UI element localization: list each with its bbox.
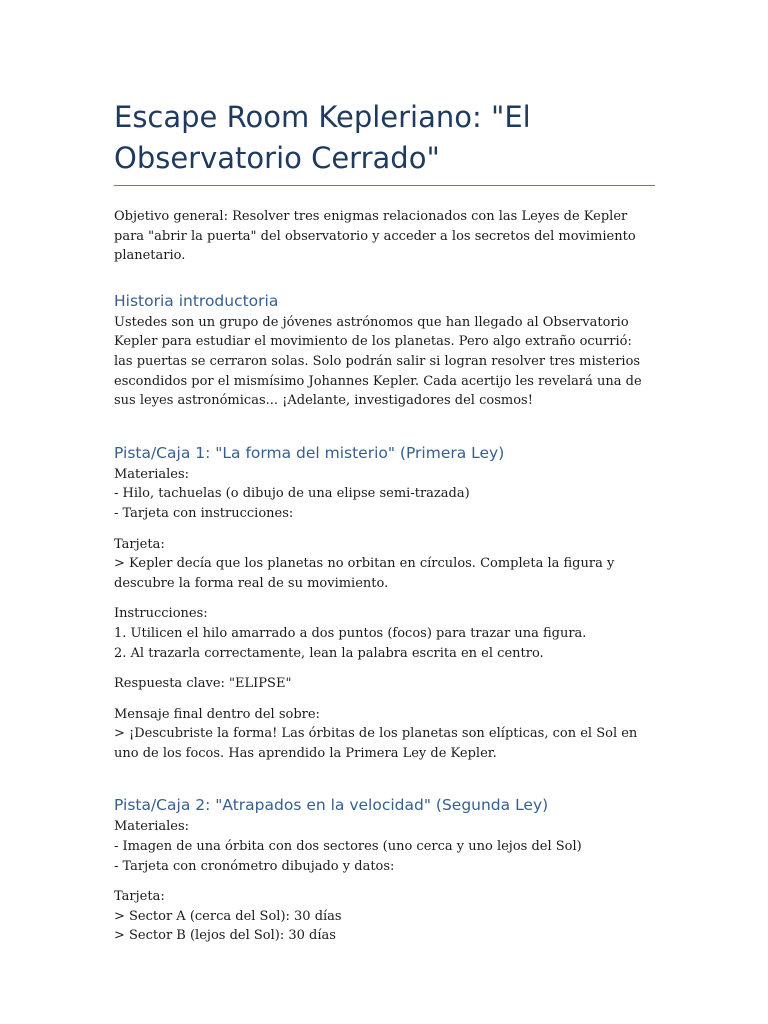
caja1-mensaje: Mensaje final dentro del sobre: > ¡Descubriste la forma! Las órbitas de los planetas son elípticas, con el Sol en uno de los focos. Has aprendido la Primera Ley de Kepler.: [114, 706, 638, 761]
historia-heading: Historia introductoria: [114, 291, 279, 310]
caja1-heading: Pista/Caja 1: "La forma del misterio" (Primera Ley): [114, 443, 505, 462]
historia-paragraph: Ustedes son un grupo de jóvenes astrónomos que han llegado al Observatorio Kepler para estudiar el movimiento de los planetas. Pero algo extraño ocurrió: las puertas se cerraron solas. Solo podrán salir si logran resolver tres misterios escondidos por el mismísimo Johannes Kepler. Cada acertijo les revelará una de sus leyes astronómicas... ¡Adelante, investigadores del cosmos!: [114, 314, 642, 409]
caja2-tarjeta: Tarjeta: > Sector A (cerca del Sol): 30 días > Sector B (lejos del Sol): 30 días: [114, 889, 342, 944]
caja2-heading: Pista/Caja 2: "Atrapados en la velocidad" (Segunda Ley): [114, 796, 549, 815]
document-title: Escape Room Kepleriano: "El Observatorio Cerrado": [114, 97, 655, 186]
caja2-materiales: Materiales: - Imagen de una órbita con dos sectores (uno cerca y uno lejos del Sol) - Tarjeta con cronómetro dibujado y datos:: [114, 819, 582, 874]
caja1-respuesta: Respuesta clave: "ELIPSE": [114, 676, 292, 692]
caja1-materiales: Materiales: - Hilo, tachuelas (o dibujo de una elipse semi-trazada) - Tarjeta con instrucciones:: [114, 466, 470, 521]
caja1-tarjeta: Tarjeta: > Kepler decía que los planetas no orbitan en círculos. Completa la figura y descubre la forma real de su movimiento.: [114, 536, 615, 591]
objective-paragraph: Objetivo general: Resolver tres enigmas relacionados con las Leyes de Kepler para "abrir la puerta" del observatorio y acceder a los secretos del movimiento planetario.: [114, 209, 636, 264]
caja1-instrucciones: Instrucciones: 1. Utilicen el hilo amarrado a dos puntos (focos) para trazar una figura. 2. Al trazarla correctamente, lean la palabra escrita en el centro.: [114, 606, 587, 661]
